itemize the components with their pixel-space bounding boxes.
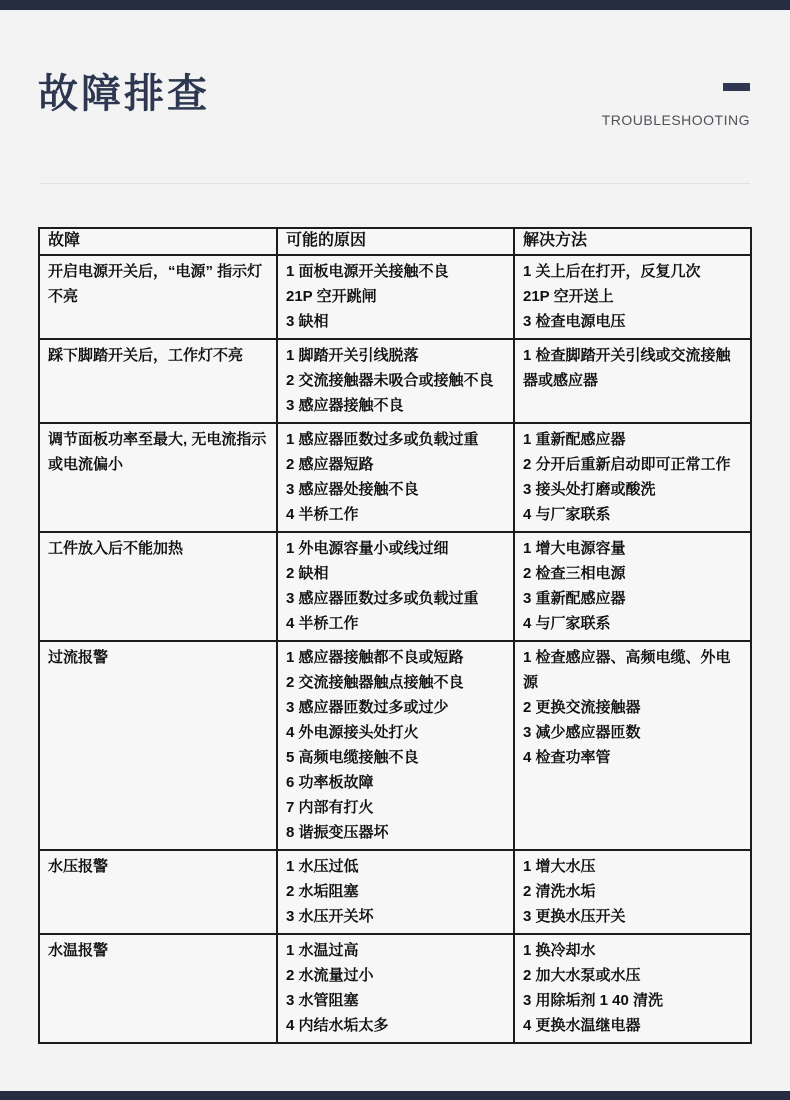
cell-solutions	[514, 532, 751, 641]
cell-fault	[39, 339, 277, 423]
cell-fault	[39, 255, 277, 339]
cell-causes	[277, 934, 514, 1043]
cell-line: 1 面板电源开关接触不良	[286, 263, 449, 280]
cell-solutions	[514, 255, 751, 339]
cell-line: 4 半桥工作	[286, 506, 359, 523]
cell-fault	[39, 934, 277, 1043]
cell-line: 2 交流接触器未吸合或接触不良	[286, 372, 494, 389]
cell-line: 过流报警	[48, 649, 109, 666]
table-header-row	[39, 228, 751, 255]
cell-line: 4 外电源接头处打火	[286, 724, 419, 741]
header-accent	[602, 78, 750, 128]
cell-line: 4 检查功率管	[523, 749, 611, 766]
cell-line: 1 水温过高	[286, 942, 359, 959]
cell-line: 3 接头处打磨或酸洗	[523, 481, 656, 498]
cell-line: 2 检查三相电源	[523, 565, 626, 582]
cell-solutions	[514, 339, 751, 423]
cell-causes	[277, 850, 514, 934]
cell-line: 3 水压开关坏	[286, 908, 374, 925]
cell-line: 1 换冷却水	[523, 942, 596, 959]
cell-line: 2 分开后重新启动即可正常工作	[523, 456, 731, 473]
cell-line: 4 内结水垢太多	[286, 1017, 389, 1034]
bottom-edge-bar	[0, 1091, 790, 1100]
cell-line: 2 加大水泵或水压	[523, 967, 641, 984]
cell-line: 1 水压过低	[286, 858, 359, 875]
cell-solutions	[514, 934, 751, 1043]
cell-line: 7 内部有打火	[286, 799, 374, 816]
cell-line: 3 检查电源电压	[523, 313, 626, 330]
cell-line: 6 功率板故障	[286, 774, 374, 791]
cell-line: 3 感应器接触不良	[286, 397, 404, 414]
cell-line: 开启电源开关后，“电源” 指示灯不亮	[48, 263, 263, 305]
cell-line: 3 水管阻塞	[286, 992, 359, 1009]
cell-causes	[277, 339, 514, 423]
cell-line: 1 外电源容量小或线过细	[286, 540, 449, 557]
cell-line: 4 半桥工作	[286, 615, 359, 632]
top-edge-bar	[0, 0, 790, 10]
cell-causes	[277, 641, 514, 850]
cell-causes	[277, 255, 514, 339]
cell-solutions	[514, 850, 751, 934]
page-header	[38, 70, 750, 130]
header-divider	[40, 183, 750, 184]
cell-solutions	[514, 641, 751, 850]
cell-line: 21P 空开跳闸	[286, 288, 377, 305]
cell-solutions	[514, 423, 751, 532]
cell-line: 4 与厂家联系	[523, 506, 611, 523]
cell-line: 1 关上后在打开，反复几次	[523, 263, 701, 280]
column-header-solutions: 解决方法	[514, 228, 751, 255]
cell-line: 1 重新配感应器	[523, 431, 626, 448]
table-row	[39, 339, 751, 423]
cell-line: 1 增大电源容量	[523, 540, 626, 557]
cell-line: 2 水流量过小	[286, 967, 374, 984]
cell-line: 1 感应器接触都不良或短路	[286, 649, 464, 666]
cell-causes	[277, 532, 514, 641]
cell-line: 1 感应器匝数过多或负载过重	[286, 431, 479, 448]
cell-fault	[39, 532, 277, 641]
cell-fault	[39, 423, 277, 532]
cell-line: 2 交流接触器触点接触不良	[286, 674, 464, 691]
cell-line: 踩下脚踏开关后，工作灯不亮	[48, 347, 244, 364]
table-row	[39, 641, 751, 850]
column-header-causes: 可能的原因	[277, 228, 514, 255]
cell-line: 3 感应器匝数过多或过少	[286, 699, 449, 716]
cell-line: 1 增大水压	[523, 858, 596, 875]
cell-line: 3 缺相	[286, 313, 329, 330]
cell-line: 水压报警	[48, 858, 109, 875]
table-row	[39, 850, 751, 934]
cell-line: 3 减少感应器匝数	[523, 724, 641, 741]
cell-line: 1 检查脚踏开关引线或交流接触器或感应器	[523, 347, 731, 389]
cell-line: 1 检查感应器、高频电缆、外电源	[523, 649, 731, 691]
table-row	[39, 423, 751, 532]
troubleshooting-table	[38, 227, 752, 1044]
cell-fault	[39, 850, 277, 934]
table-row	[39, 255, 751, 339]
cell-line: 2 水垢阻塞	[286, 883, 359, 900]
cell-fault	[39, 641, 277, 850]
cell-line: 2 更换交流接触器	[523, 699, 641, 716]
cell-line: 3 感应器匝数过多或负载过重	[286, 590, 479, 607]
page-title: 故障排查	[38, 72, 210, 116]
cell-line: 4 与厂家联系	[523, 615, 611, 632]
cell-line: 8 谐振变压器坏	[286, 824, 389, 841]
cell-line: 5 高频电缆接触不良	[286, 749, 419, 766]
troubleshooting-table-body	[39, 255, 751, 1043]
page-subtitle: TROUBLESHOOTING	[601, 112, 750, 128]
cell-line: 工件放入后不能加热	[48, 540, 184, 557]
cell-line: 3 用除垢剂 1 40 清洗	[523, 992, 664, 1009]
table-row	[39, 532, 751, 641]
cell-causes	[277, 423, 514, 532]
cell-line: 1 脚踏开关引线脱落	[286, 347, 419, 364]
cell-line: 3 感应器处接触不良	[286, 481, 419, 498]
cell-line: 2 感应器短路	[286, 456, 374, 473]
cell-line: 4 更换水温继电器	[523, 1017, 641, 1034]
cell-line: 调节面板功率至最大, 无电流指示或电流偏小	[48, 431, 267, 473]
table-row	[39, 934, 751, 1043]
cell-line: 2 清洗水垢	[523, 883, 596, 900]
accent-dash-icon	[723, 83, 750, 91]
column-header-fault: 故障	[39, 228, 277, 255]
cell-line: 2 缺相	[286, 565, 329, 582]
cell-line: 3 重新配感应器	[523, 590, 626, 607]
cell-line: 21P 空开送上	[523, 288, 614, 305]
cell-line: 水温报警	[48, 942, 109, 959]
cell-line: 3 更换水压开关	[523, 908, 626, 925]
